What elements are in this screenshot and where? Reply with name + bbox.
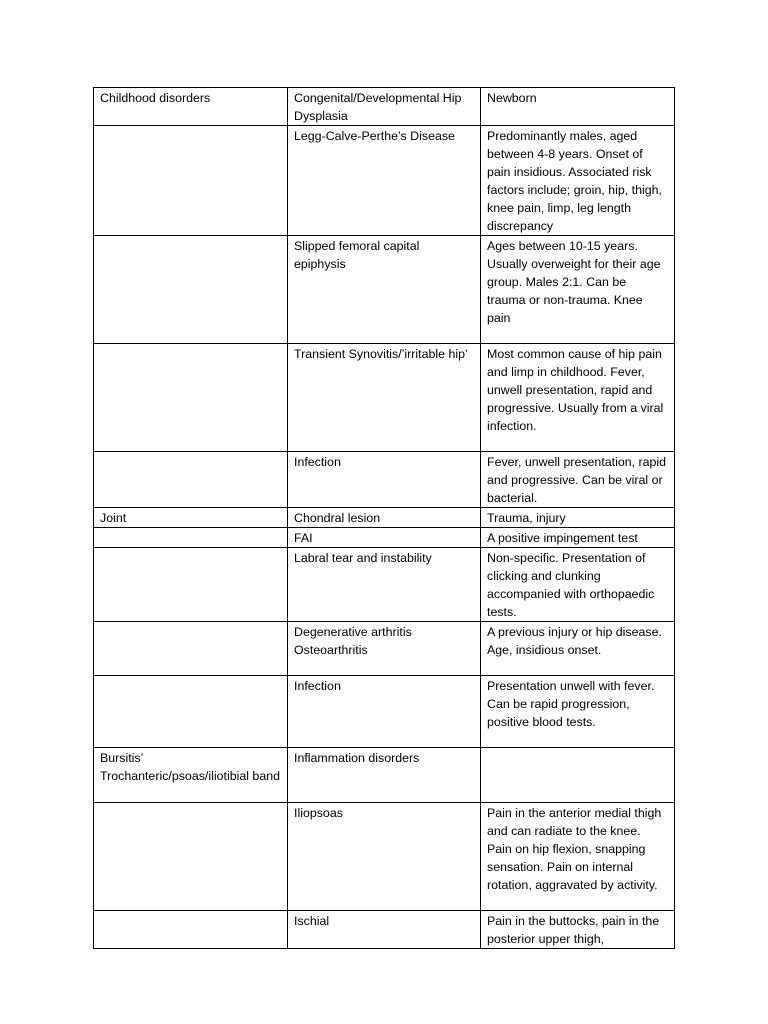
category-cell <box>94 344 288 452</box>
category-cell <box>94 622 288 676</box>
condition-cell: Inflammation disorders <box>288 748 481 803</box>
notes-cell: Most common cause of hip pain and limp in childhood. Fever, unwell presentation, rapid and progressive. Usually from a viral infection. <box>481 344 675 452</box>
condition-cell: Legg-Calve-Perthe’s Disease <box>288 126 481 236</box>
table-row <box>94 236 675 344</box>
notes-cell: Pain in the anterior medial thigh and can radiate to the knee. Pain on hip flexion, snapping sensation. Pain on internal rotation, aggravated by activity. <box>481 803 675 911</box>
condition-cell: Ischial <box>288 911 481 949</box>
table-row <box>94 126 675 236</box>
category-cell <box>94 528 288 548</box>
table-row <box>94 508 675 528</box>
table-row <box>94 452 675 508</box>
table-row <box>94 88 675 126</box>
category-cell: Bursitis’ Trochanteric/psoas/iliotibial band <box>94 748 288 803</box>
hip-disorders-table <box>93 87 675 949</box>
table-row <box>94 528 675 548</box>
condition-cell: Degenerative arthritis Osteoarthritis <box>288 622 481 676</box>
notes-cell: Ages between 10-15 years. Usually overweight for their age group. Males 2:1. Can be trauma or non-trauma. Knee pain <box>481 236 675 344</box>
table-row <box>94 803 675 911</box>
category-cell <box>94 236 288 344</box>
notes-cell: Predominantly males, aged between 4-8 years. Onset of pain insidious. Associated risk factors include; groin, hip, thigh, knee pain, limp, leg length discrepancy <box>481 126 675 236</box>
notes-cell: A previous injury or hip disease. Age, insidious onset. <box>481 622 675 676</box>
condition-cell: Congenital/Developmental Hip Dysplasia <box>288 88 481 126</box>
table-row <box>94 548 675 622</box>
category-cell <box>94 676 288 748</box>
category-cell: Joint <box>94 508 288 528</box>
condition-cell: Labral tear and instability <box>288 548 481 622</box>
category-cell <box>94 126 288 236</box>
table-row <box>94 676 675 748</box>
notes-cell: Non-specific. Presentation of clicking and clunking accompanied with orthopaedic tests. <box>481 548 675 622</box>
condition-cell: Slipped femoral capital epiphysis <box>288 236 481 344</box>
category-cell <box>94 548 288 622</box>
notes-cell <box>481 748 675 803</box>
condition-cell: Iliopsoas <box>288 803 481 911</box>
notes-cell: Newborn <box>481 88 675 126</box>
category-cell: Childhood disorders <box>94 88 288 126</box>
notes-cell: Fever, unwell presentation, rapid and progressive. Can be viral or bacterial. <box>481 452 675 508</box>
condition-cell: Infection <box>288 452 481 508</box>
notes-cell: A positive impingement test <box>481 528 675 548</box>
table-row <box>94 622 675 676</box>
table-row <box>94 344 675 452</box>
notes-cell: Presentation unwell with fever. Can be rapid progression, positive blood tests. <box>481 676 675 748</box>
category-cell <box>94 803 288 911</box>
category-cell <box>94 911 288 949</box>
notes-cell: Pain in the buttocks, pain in the posterior upper thigh, <box>481 911 675 949</box>
condition-cell: FAI <box>288 528 481 548</box>
condition-cell: Infection <box>288 676 481 748</box>
condition-cell: Chondral lesion <box>288 508 481 528</box>
category-cell <box>94 452 288 508</box>
table-row <box>94 911 675 949</box>
condition-cell: Transient Synovitis/’irritable hip’ <box>288 344 481 452</box>
table-row <box>94 748 675 803</box>
notes-cell: Trauma, injury <box>481 508 675 528</box>
